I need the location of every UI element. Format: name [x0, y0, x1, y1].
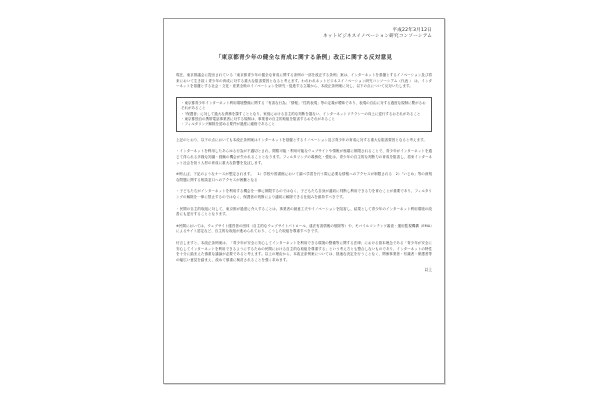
document-date: 平成22年3月12日	[392, 28, 432, 33]
document-content	[176, 28, 432, 272]
document-page	[163, 18, 445, 384]
body-paragraph: ・インターネットを利用したあらゆる行為が不適切とされ、閲覧可能・利用可能なウェブサイトや情報が極端に制限されることで、青少年がインターネットを通じて得られる多様な知識・経験の機会が失われることとなります。フィルタリングの義務化・強化は、青少年の自主的な判断力の育成を阻害し、将来インターネット社会を担う人材の育成に重大な影響を及ぼします。	[176, 149, 432, 165]
summary-item: ・東京都青少年インターネット利用環境整備に関する「有害な行為」「情報」「性的表現」等の定義が曖昧であり、表現の自由に対する過度な規制に繋がるおそれがあること	[181, 100, 426, 111]
closing-mark: 以上	[424, 267, 432, 273]
document-title: 「東京都青少年の健全な育成に関する条例」改正に関する反対意見	[215, 55, 393, 61]
body-paragraph: 付言しますと、本改正条例案は、「青少年が安全に安心してインターネットを利用できる環境の整備等に関する法律」における基本理念である「青少年が安全に安心してインターネットを利用できるようにするための民間における自主的な取組を尊重する」という考え方とも整合しないものであり、インターネットの特性を十分に踏まえた慎重な議論が必要であると考えます。以上の理由から、本改正条例案については、拙速な決定を行うことなく、関係事業者・有識者・保護者等の幅広い意見を踏まえ、改めて慎重に検討されることを強く求めます。	[176, 240, 432, 262]
summary-item: ・「保護者」に対して過大な責務を課すこととなり、家庭における自主的な判断を損ない、インターネットリテラシーの向上に逆行するおそれがあること	[181, 111, 421, 116]
summary-box	[176, 97, 432, 132]
body-paragraph: ・民間の自主的取組に対して、東京都が過度に介入することは、事業者の創意工夫やイノベーションを阻害し、結果として青少年のインターネット利用環境の改善にも逆行することとなります。	[176, 206, 432, 217]
summary-item: ・東京都独自の携帯電話事業者に対する規制は、事業者の自主的取組を阻害するおそれがあること	[181, 117, 335, 121]
body-paragraph: 上記のとおり、以下の点においても本改正条例案はインターネットを基盤とするイノベーション及び青少年の育成に対する重大な阻害要因となると考えます。	[176, 137, 427, 142]
body-paragraph: ※例えば、下記のようなケースが想定されます。 1）学校や図書館において調べ学習を行う際に必要な情報へのアクセスが制限される 2）「いじめ」等の深刻な問題に関する相談窓口へのアクセスが困難となる	[176, 172, 432, 182]
summary-item: ・フィルタリング解除を認める要件が過度に厳格であること	[181, 122, 276, 127]
intro-paragraph: 現在、東京都議会に提出されている「東京都青少年の健全な育成に関する条例の一部を改正する条例」案は、インターネットを基盤とするイノベーション及び将来において生き抜く青少年の育成に対する重大な阻害要因となると考えます。われわれネットビジネスイノベーション研究コンソーシアム（代表 ） は、インターネットを基盤とする社会・文化・産業全般のイノベーションを研究・促進する立場から、本改正条例案に対し、以下の点について反対いたします。	[176, 73, 432, 89]
body-paragraph: ・子どもたちがインターネットを利用する機会を一律に制限するのではなく、子どもたち自身が適切に判断し利用できる力を育むことが重要であり、フィルタリングの解除を一律に禁止するのではなく、保護者の判断により適切に解除できる仕組みを維持すべきです。	[176, 189, 432, 199]
issuing-organization: ネットビジネスイノベーション研究コンソーシアム	[323, 34, 432, 39]
body-paragraph: ※民間においては、ウェブサイト運営者の団体（自主的なウェブサイトパトロール、違法有害情報の削除等）や、モバイルコンテンツ審査・運用監視機構（EMA）によるサイト認定など、自主的な取組が進められており、こうした取組を尊重すべきです。	[176, 223, 433, 234]
